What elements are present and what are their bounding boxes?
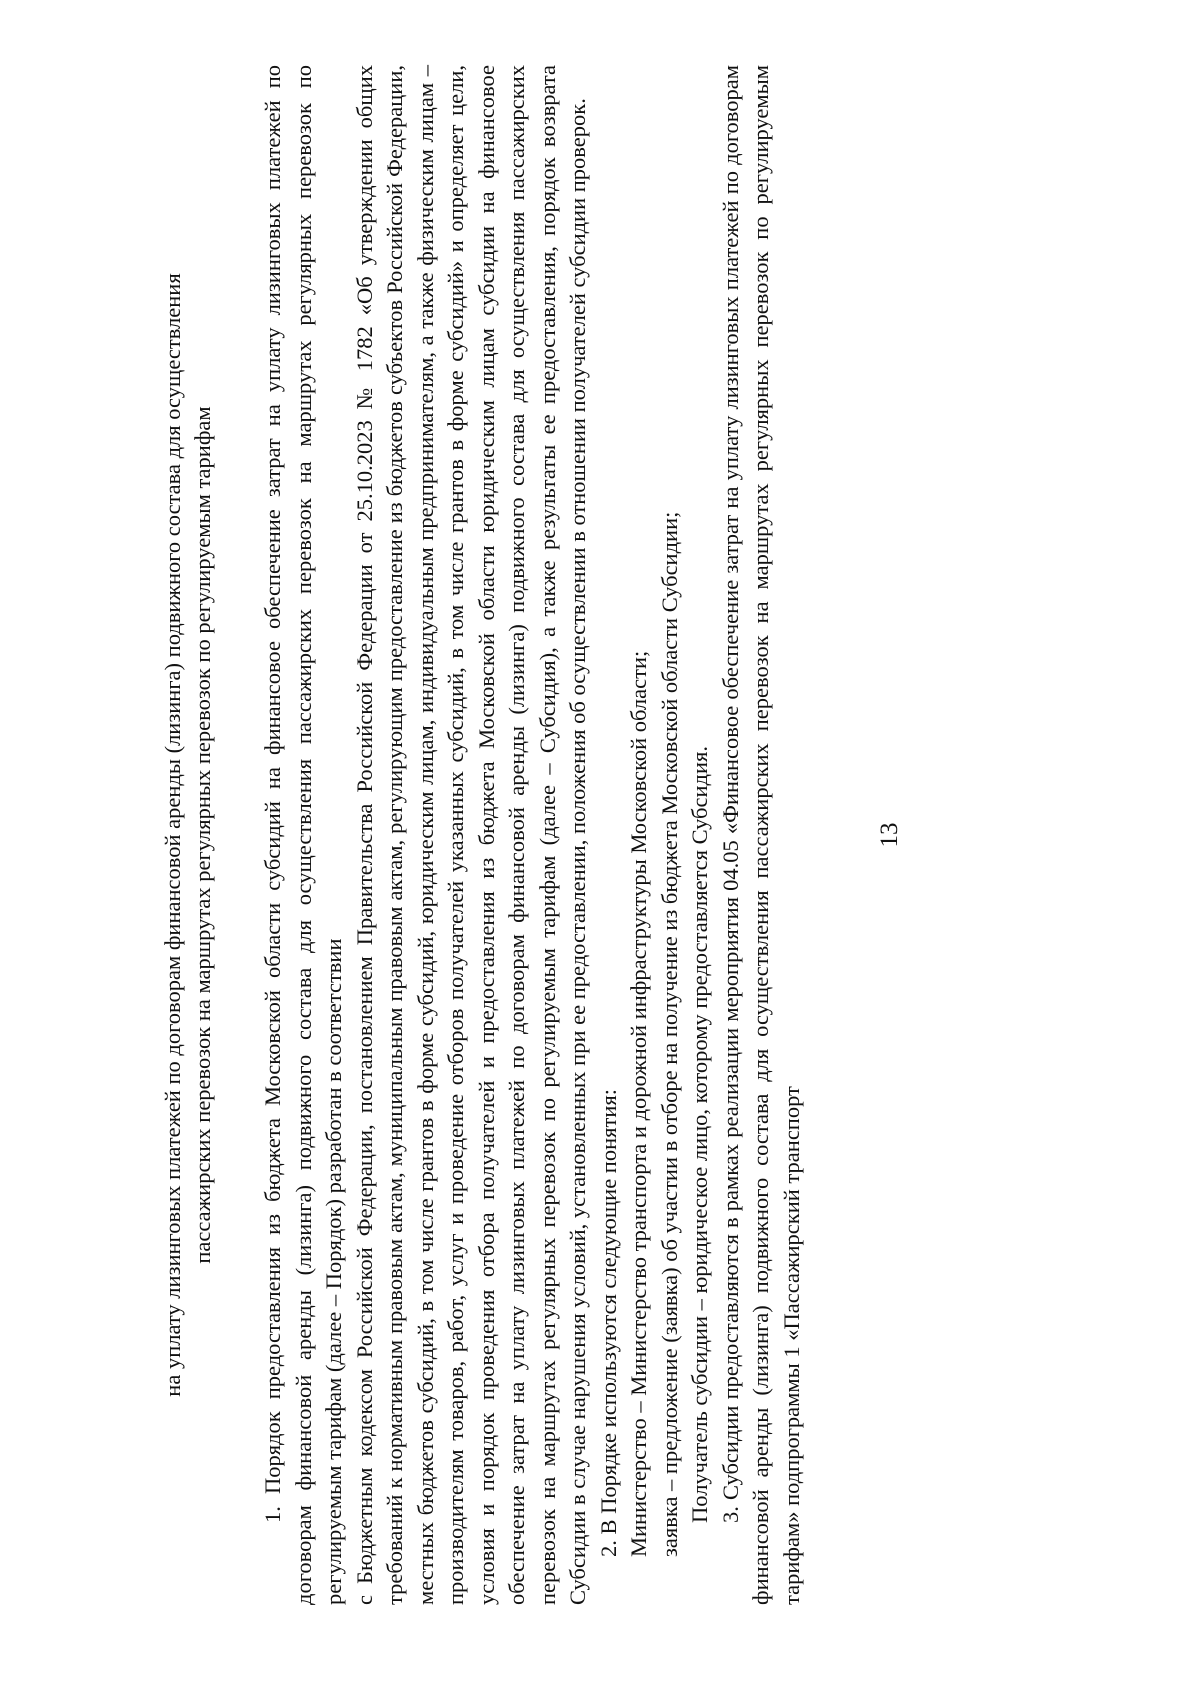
paragraph-3: 3. Субсидии предоставляются в рамках реализации мероприятия 04.05 «Финансовое обеспечение затрат на уплату лизинговых платежей по договорам финансовой аренды (лизинга) подвижного состава для осуществления пассажирских перевозок на маршрутах регулярных перевозок по регулируемым тарифам» подпрограммы 1 «Пассажирский транспорт <box>717 65 804 1605</box>
paragraph-2: 2. В Порядке используются следующие понятия: <box>595 1089 621 1557</box>
definition-application: заявка – предложение (заявка) об участии в отборе на получение из бюджета Московской области Субсидии; <box>656 511 682 1557</box>
title-line: на уплату лизинговых платежей по договорам финансовой аренды (лизинга) подвижного состава для осуществления <box>160 273 185 1397</box>
paragraph-1: 1. Порядок предоставления из бюджета Московской области субсидий на финансовое обеспечение затрат на уплату лизинговых платежей по договорам финансовой аренды (лизинга) подвижного состава для осуществления пассажирских перевозок на маршрутах регулярных перевозок по регулируемым тарифам (далее – Порядок) разработан в соответствии <box>260 65 346 1605</box>
title-line: пассажирских перевозок на маршрутах регулярных перевозок по регулируемым тарифам <box>190 406 215 1264</box>
document-body <box>258 65 807 1605</box>
definition-ministry: Министерство – Министерство транспорта и дорожной инфраструктуры Московской области; <box>626 650 651 1557</box>
rotated-page <box>150 65 1200 1605</box>
page-number: 13 <box>876 822 903 848</box>
section-title <box>158 65 218 1605</box>
paragraph-1-continued: с Бюджетным кодексом Российской Федерации, постановлением Правительства Российской Федерации от 25.10.2023 № 1782 «Об утверждении общих требований к нормативным правовым актам, муниципальным правовым актам, регулирующим предоставление из бюджетов субъектов Российской Федерации, местных бюджетов субсидий, в том числе грантов в форме субсидий, юридическим лицам, индивидуальным предпринимателям, а также физическим лицам – производителям товаров, работ, услуг и проведение отборов получателей указанных субсидий, в том числе грантов в форме субсидий» и определяет цели, условия и порядок проведения отбора получателей и предоставления из бюджета Московской области юридическим лицам субсидии на финансовое обеспечение затрат на уплату лизинговых платежей по договорам финансовой аренды (лизинга) подвижного состава для осуществления пассажирских перевозок на маршрутах регулярных перевозок по регулируемым тарифам (далее – Субсидия), а также результаты ее предоставления, порядок возврата Субсидии в случае нарушения условий, установленных при ее предоставлении, положения об осуществлении в отношении получателей субсидии проверок. <box>351 65 590 1605</box>
definition-recipient: Получатель субсидии – юридическое лицо, которому предоставляется Субсидия. <box>687 746 712 1523</box>
